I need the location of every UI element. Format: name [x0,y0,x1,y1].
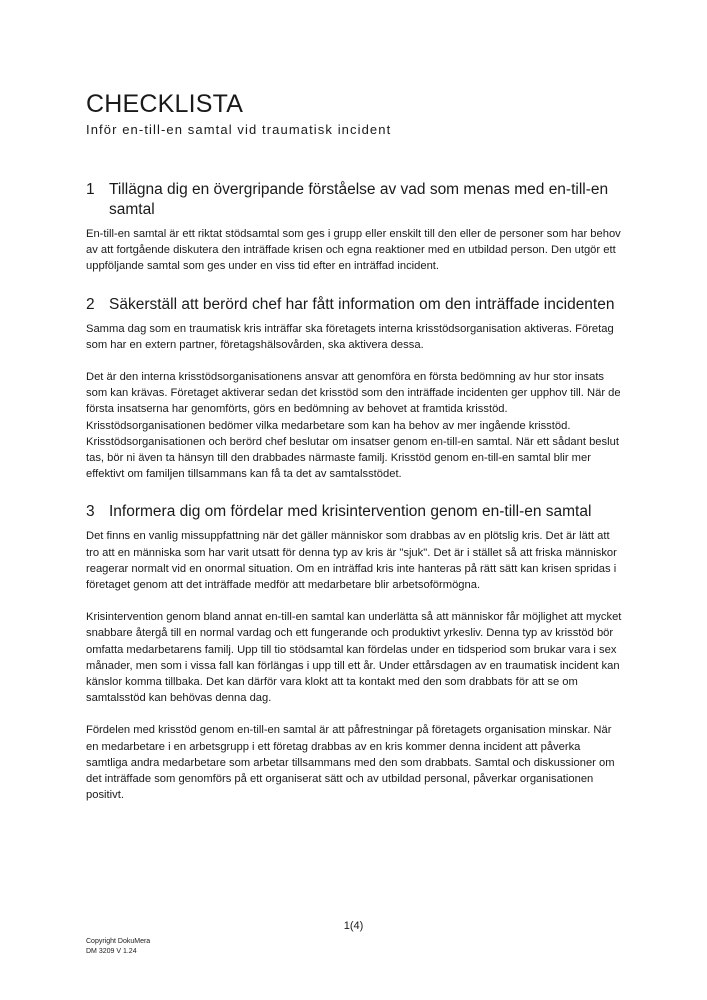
section-number: 2 [86,295,95,313]
footer-document-id: DM 3209 V 1.24 [86,948,137,955]
paragraph: Fördelen med krisstöd genom en-till-en samtal är att påfrestningar på företagets organisation minskar. När en medarbetare i en arbetsgrupp i ett företag drabbas av en kris kommer denna incident att påverka samtliga andra medarbetare som arbetar tillsammans med den som drabbats. Samtal och diskussioner om det inträffade som genomförs på ett organiserat sätt och av utbildad personal, påverkar organisationen positivt. [86,724,615,802]
page-number: 1(4) [343,920,364,932]
section-3 [86,502,622,803]
paragraph: En-till-en samtal är ett riktat stödsamtal som ges i grupp eller enskilt till den eller de personer som har behov av att fortgående diskutera den inträffade krisen och egna reaktioner med en utbildad person. Den utgör ett uppföljande samtal som ges under en viss tid efter en inträffad incident. [86,228,621,273]
footer [86,937,150,957]
section-number: 1 [86,181,95,198]
paragraph: Krisintervention genom bland annat en-till-en samtal kan underlätta så att människor får möjlighet att mycket snabbare återgå till en normal vardag och ett fungerande och produktivt yrkesliv. Denna typ av krisstöd bör omfatta medarbetarens familj. Upp till tio stödsamtal kan fördelas under en tidsperiod som brukar vara i sex månader, men som i vissa fall kan förlängas i upp till ett år. Under ettårsdagen av en traumatisk incident kan känslor komma tillbaka. Det kan därför vara klokt att ta kontakt med den som drabbats för att se om samtalsstöd kan behövas denna dag. [86,611,622,705]
section-2 [86,295,622,483]
section-heading-text: Tillägna dig en övergripande förståelse av vad som menas med en-till-en samtal [109,181,609,218]
paragraph: Det finns en vanlig missuppfattning när det gäller människor som drabbas av en plötslig kris. Det är lätt att tro att en människa som har varit utsatt för denna typ av kris är "sjuk". Det är i stället så att friska människor reagerar normalt vid en onormal situation. Om en inträffad kris inte hanteras på rätt sätt kan krisen spridas i företaget genom att det inträffade medför att medarbetare blir arbetsoförmögna. [86,530,617,592]
paragraph: Samma dag som en traumatisk kris inträffar ska företagets interna krisstödsorganisation aktiveras. Företag som har en extern partner, företagshälsovården, ska aktivera dessa. [86,322,614,351]
document-title: CHECKLISTA [86,90,244,118]
section-heading [86,180,622,220]
paragraph: Det är den interna krisstödsorganisationens ansvar att genomföra en första bedömning av hur stor insats som kan krävas. Företaget aktiverar sedan det krisstöd som den inträffade incidenten ger upphov till. När de första insatserna har genomförts, görs en bedömning av behovet at framtida krisstöd. Krisstödsorganisationen bedömer vilka medarbetare som kan ha behov av mer ingående krisstöd. Krisstödsorganisationen och berörd chef beslutar om insatser genom en-till-en samtal. När ett sådant beslut tas, bör ni även ta hänsyn till den drabbades närmaste familj. Krisstöd genom en-till-en samtal blir mer effektivt om familjen tillsammans kan få ta det av samtalsstödet. [86,371,621,481]
section-heading [86,295,622,315]
section-heading [86,502,622,522]
section-number: 3 [86,503,95,521]
section-1 [86,180,622,275]
document-body [86,180,622,823]
section-heading-text: Säkerställ att berörd chef har fått information om den inträffade incidenten [109,295,615,313]
section-heading-text: Informera dig om fördelar med krisintervention genom en-till-en samtal [109,503,592,521]
footer-copyright: Copyright DokuMera [86,938,151,945]
document-subtitle: Inför en-till-en samtal vid traumatisk incident [86,122,392,137]
